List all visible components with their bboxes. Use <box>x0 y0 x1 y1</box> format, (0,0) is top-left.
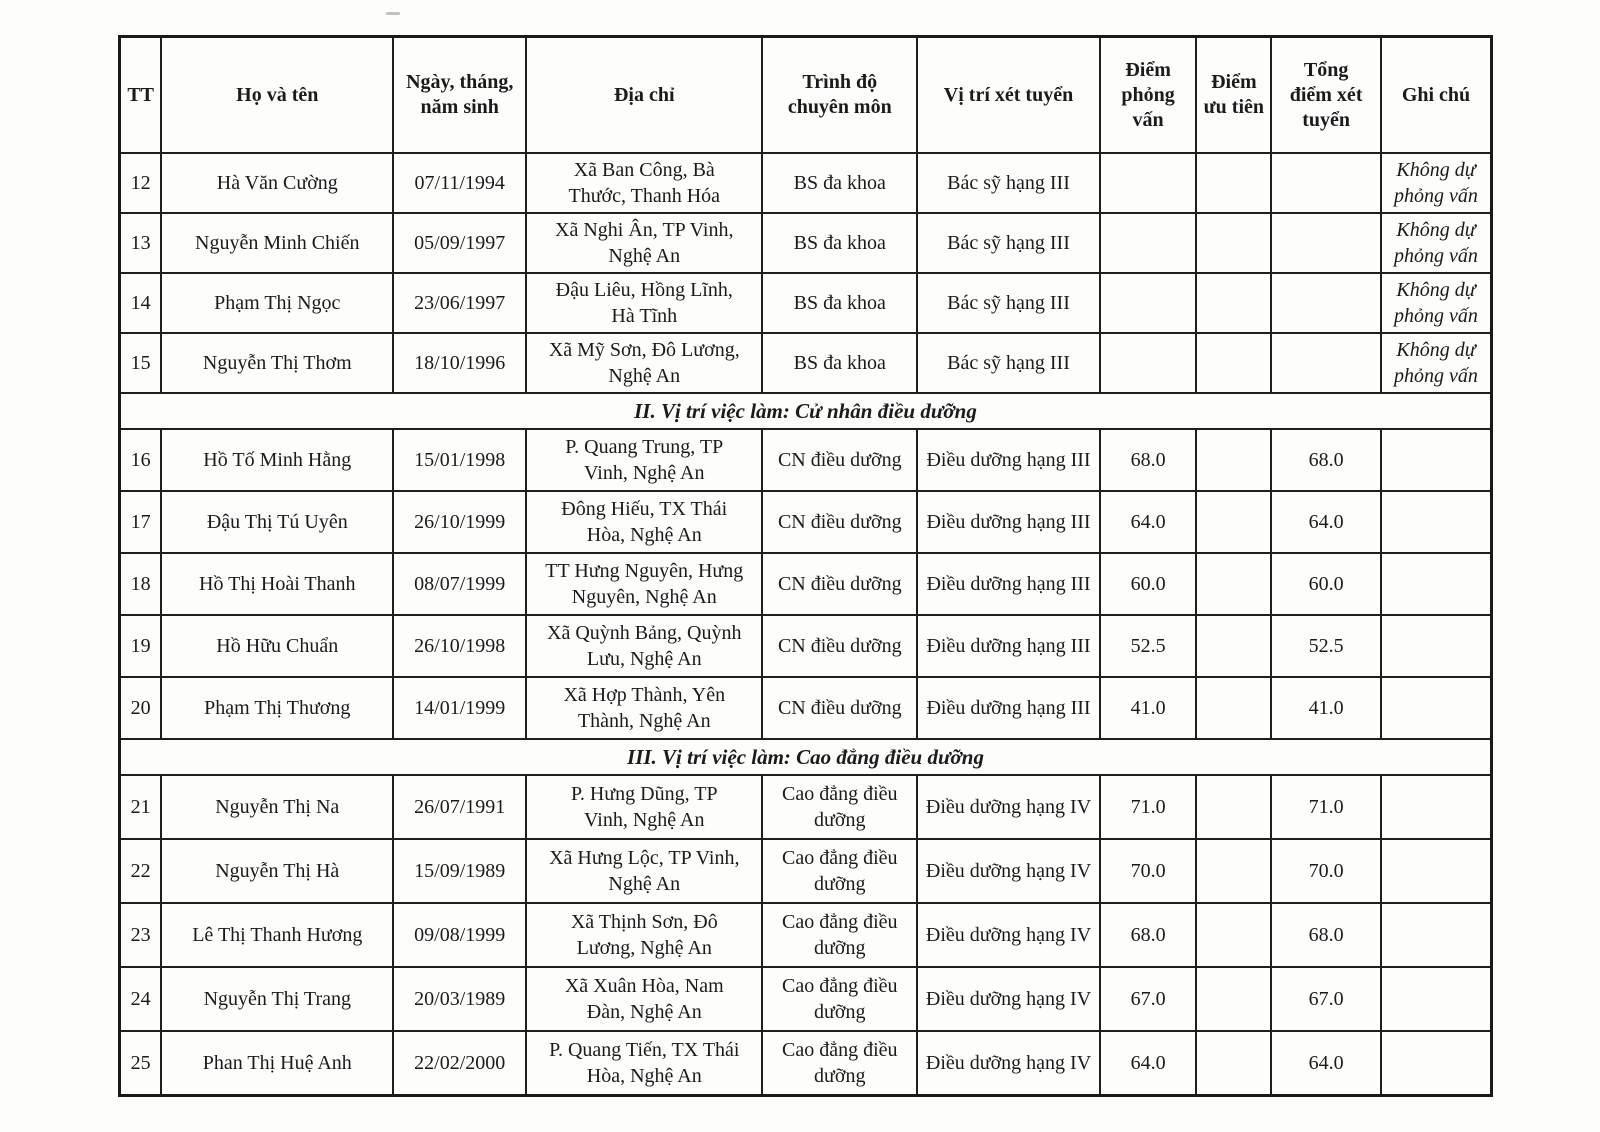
header-dob: Ngày, tháng, năm sinh <box>393 37 526 154</box>
qualification-cell: CN điều dưỡng <box>762 429 917 491</box>
candidate-results-table <box>118 35 1493 1097</box>
row-number-cell: 14 <box>120 273 162 333</box>
interview-score-cell: 68.0 <box>1100 903 1197 967</box>
position-cell: Điều dưỡng hạng IV <box>917 839 1099 903</box>
address-cell: Xã Ban Công, Bà Thước, Thanh Hóa <box>526 153 762 213</box>
note-cell: Không dự phỏng vấn <box>1381 213 1492 273</box>
position-cell: Điều dưỡng hạng III <box>917 553 1099 615</box>
name-cell: Hà Văn Cường <box>161 153 393 213</box>
qualification-cell: CN điều dưỡng <box>762 553 917 615</box>
qualification-cell: CN điều dưỡng <box>762 615 917 677</box>
address-cell: P. Quang Tiến, TX Thái Hòa, Nghệ An <box>526 1031 762 1096</box>
header-tt: TT <box>120 37 162 154</box>
dob-cell: 26/07/1991 <box>393 775 526 839</box>
table-row <box>120 273 1492 333</box>
priority-score-cell <box>1196 1031 1271 1096</box>
total-score-cell: 41.0 <box>1271 677 1381 739</box>
row-number-cell: 24 <box>120 967 162 1031</box>
note-cell <box>1381 839 1492 903</box>
priority-score-cell <box>1196 615 1271 677</box>
row-number-cell: 17 <box>120 491 162 553</box>
interview-score-cell <box>1100 273 1197 333</box>
dob-cell: 08/07/1999 <box>393 553 526 615</box>
name-cell: Hồ Thị Hoài Thanh <box>161 553 393 615</box>
dob-cell: 15/09/1989 <box>393 839 526 903</box>
dob-cell: 26/10/1999 <box>393 491 526 553</box>
name-cell: Phạm Thị Thương <box>161 677 393 739</box>
note-cell: Không dự phỏng vấn <box>1381 273 1492 333</box>
address-cell: Đông Hiếu, TX Thái Hòa, Nghệ An <box>526 491 762 553</box>
row-number-cell: 18 <box>120 553 162 615</box>
interview-score-cell: 52.5 <box>1100 615 1197 677</box>
table-header-row <box>120 37 1492 154</box>
position-cell: Điều dưỡng hạng III <box>917 491 1099 553</box>
note-cell <box>1381 775 1492 839</box>
qualification-cell: BS đa khoa <box>762 153 917 213</box>
name-cell: Phạm Thị Ngọc <box>161 273 393 333</box>
position-cell: Bác sỹ hạng III <box>917 213 1099 273</box>
total-score-cell <box>1271 213 1381 273</box>
header-total-score: Tổng điểm xét tuyển <box>1271 37 1381 154</box>
table-row <box>120 677 1492 739</box>
qualification-cell: BS đa khoa <box>762 213 917 273</box>
position-cell: Điều dưỡng hạng IV <box>917 775 1099 839</box>
address-cell: Xã Nghi Ân, TP Vinh, Nghệ An <box>526 213 762 273</box>
dob-cell: 26/10/1998 <box>393 615 526 677</box>
table-row <box>120 775 1492 839</box>
priority-score-cell <box>1196 775 1271 839</box>
note-cell <box>1381 615 1492 677</box>
table-row <box>120 213 1492 273</box>
total-score-cell: 71.0 <box>1271 775 1381 839</box>
total-score-cell: 68.0 <box>1271 903 1381 967</box>
total-score-cell: 60.0 <box>1271 553 1381 615</box>
position-cell: Điều dưỡng hạng IV <box>917 903 1099 967</box>
priority-score-cell <box>1196 491 1271 553</box>
note-cell: Không dự phỏng vấn <box>1381 333 1492 393</box>
dob-cell: 15/01/1998 <box>393 429 526 491</box>
name-cell: Nguyễn Thị Na <box>161 775 393 839</box>
address-cell: P. Hưng Dũng, TP Vinh, Nghệ An <box>526 775 762 839</box>
table-row <box>120 839 1492 903</box>
priority-score-cell <box>1196 213 1271 273</box>
name-cell: Hồ Tố Minh Hằng <box>161 429 393 491</box>
row-number-cell: 23 <box>120 903 162 967</box>
section-header-row <box>120 393 1492 429</box>
total-score-cell: 64.0 <box>1271 491 1381 553</box>
dob-cell: 22/02/2000 <box>393 1031 526 1096</box>
address-cell: Xã Hưng Lộc, TP Vinh, Nghệ An <box>526 839 762 903</box>
priority-score-cell <box>1196 677 1271 739</box>
qualification-cell: Cao đẳng điều dưỡng <box>762 1031 917 1096</box>
address-cell: TT Hưng Nguyên, Hưng Nguyên, Nghệ An <box>526 553 762 615</box>
interview-score-cell: 64.0 <box>1100 491 1197 553</box>
header-address: Địa chỉ <box>526 37 762 154</box>
dob-cell: 14/01/1999 <box>393 677 526 739</box>
priority-score-cell <box>1196 967 1271 1031</box>
table-row <box>120 903 1492 967</box>
dob-cell: 20/03/1989 <box>393 967 526 1031</box>
position-cell: Điều dưỡng hạng IV <box>917 967 1099 1031</box>
qualification-cell: BS đa khoa <box>762 273 917 333</box>
header-interview-score: Điểm phỏng vấn <box>1100 37 1197 154</box>
name-cell: Nguyễn Thị Thơm <box>161 333 393 393</box>
interview-score-cell: 64.0 <box>1100 1031 1197 1096</box>
position-cell: Điều dưỡng hạng III <box>917 615 1099 677</box>
dob-cell: 05/09/1997 <box>393 213 526 273</box>
dob-cell: 18/10/1996 <box>393 333 526 393</box>
row-number-cell: 20 <box>120 677 162 739</box>
note-cell <box>1381 553 1492 615</box>
row-number-cell: 16 <box>120 429 162 491</box>
name-cell: Lê Thị Thanh Hương <box>161 903 393 967</box>
priority-score-cell <box>1196 153 1271 213</box>
table-row <box>120 1031 1492 1096</box>
qualification-cell: CN điều dưỡng <box>762 677 917 739</box>
position-cell: Điều dưỡng hạng III <box>917 429 1099 491</box>
table-row <box>120 491 1492 553</box>
qualification-cell: BS đa khoa <box>762 333 917 393</box>
dob-cell: 23/06/1997 <box>393 273 526 333</box>
interview-score-cell: 41.0 <box>1100 677 1197 739</box>
total-score-cell: 52.5 <box>1271 615 1381 677</box>
note-cell <box>1381 967 1492 1031</box>
row-number-cell: 12 <box>120 153 162 213</box>
header-priority-score: Điểm ưu tiên <box>1196 37 1271 154</box>
priority-score-cell <box>1196 273 1271 333</box>
name-cell: Đậu Thị Tú Uyên <box>161 491 393 553</box>
qualification-cell: Cao đẳng điều dưỡng <box>762 839 917 903</box>
qualification-cell: Cao đẳng điều dưỡng <box>762 967 917 1031</box>
header-name: Họ và tên <box>161 37 393 154</box>
section-header-label: II. Vị trí việc làm: Cử nhân điều dưỡng <box>120 393 1492 429</box>
section-header-label: III. Vị trí việc làm: Cao đẳng điều dưỡng <box>120 739 1492 775</box>
row-number-cell: 15 <box>120 333 162 393</box>
total-score-cell: 64.0 <box>1271 1031 1381 1096</box>
table-row <box>120 429 1492 491</box>
address-cell: Xã Quỳnh Bảng, Quỳnh Lưu, Nghệ An <box>526 615 762 677</box>
address-cell: Xã Thịnh Sơn, Đô Lương, Nghệ An <box>526 903 762 967</box>
total-score-cell <box>1271 273 1381 333</box>
total-score-cell: 67.0 <box>1271 967 1381 1031</box>
name-cell: Nguyễn Thị Hà <box>161 839 393 903</box>
priority-score-cell <box>1196 333 1271 393</box>
note-cell <box>1381 491 1492 553</box>
note-cell <box>1381 1031 1492 1096</box>
table-row <box>120 615 1492 677</box>
row-number-cell: 25 <box>120 1031 162 1096</box>
address-cell: Xã Xuân Hòa, Nam Đàn, Nghệ An <box>526 967 762 1031</box>
address-cell: Xã Mỹ Sơn, Đô Lương, Nghệ An <box>526 333 762 393</box>
note-cell <box>1381 903 1492 967</box>
priority-score-cell <box>1196 429 1271 491</box>
interview-score-cell: 60.0 <box>1100 553 1197 615</box>
position-cell: Bác sỹ hạng III <box>917 153 1099 213</box>
address-cell: P. Quang Trung, TP Vinh, Nghệ An <box>526 429 762 491</box>
scan-artifact <box>386 12 400 15</box>
qualification-cell: Cao đẳng điều dưỡng <box>762 775 917 839</box>
interview-score-cell <box>1100 333 1197 393</box>
name-cell: Phan Thị Huệ Anh <box>161 1031 393 1096</box>
note-cell <box>1381 677 1492 739</box>
name-cell: Hồ Hữu Chuẩn <box>161 615 393 677</box>
dob-cell: 09/08/1999 <box>393 903 526 967</box>
note-cell <box>1381 429 1492 491</box>
position-cell: Điều dưỡng hạng IV <box>917 1031 1099 1096</box>
interview-score-cell: 67.0 <box>1100 967 1197 1031</box>
name-cell: Nguyễn Minh Chiến <box>161 213 393 273</box>
address-cell: Đậu Liêu, Hồng Lĩnh, Hà Tĩnh <box>526 273 762 333</box>
position-cell: Bác sỹ hạng III <box>917 273 1099 333</box>
interview-score-cell <box>1100 213 1197 273</box>
qualification-cell: Cao đẳng điều dưỡng <box>762 903 917 967</box>
row-number-cell: 21 <box>120 775 162 839</box>
priority-score-cell <box>1196 903 1271 967</box>
row-number-cell: 22 <box>120 839 162 903</box>
total-score-cell <box>1271 153 1381 213</box>
position-cell: Điều dưỡng hạng III <box>917 677 1099 739</box>
name-cell: Nguyễn Thị Trang <box>161 967 393 1031</box>
section-header-row <box>120 739 1492 775</box>
interview-score-cell: 68.0 <box>1100 429 1197 491</box>
qualification-cell: CN điều dưỡng <box>762 491 917 553</box>
header-note: Ghi chú <box>1381 37 1492 154</box>
interview-score-cell <box>1100 153 1197 213</box>
table-row <box>120 153 1492 213</box>
row-number-cell: 19 <box>120 615 162 677</box>
table-row <box>120 967 1492 1031</box>
priority-score-cell <box>1196 553 1271 615</box>
interview-score-cell: 70.0 <box>1100 839 1197 903</box>
dob-cell: 07/11/1994 <box>393 153 526 213</box>
note-cell: Không dự phỏng vấn <box>1381 153 1492 213</box>
address-cell: Xã Hợp Thành, Yên Thành, Nghệ An <box>526 677 762 739</box>
priority-score-cell <box>1196 839 1271 903</box>
table-row <box>120 553 1492 615</box>
table-row <box>120 333 1492 393</box>
interview-score-cell: 71.0 <box>1100 775 1197 839</box>
total-score-cell: 70.0 <box>1271 839 1381 903</box>
header-position: Vị trí xét tuyển <box>917 37 1099 154</box>
header-qualification: Trình độ chuyên môn <box>762 37 917 154</box>
total-score-cell <box>1271 333 1381 393</box>
total-score-cell: 68.0 <box>1271 429 1381 491</box>
row-number-cell: 13 <box>120 213 162 273</box>
position-cell: Bác sỹ hạng III <box>917 333 1099 393</box>
